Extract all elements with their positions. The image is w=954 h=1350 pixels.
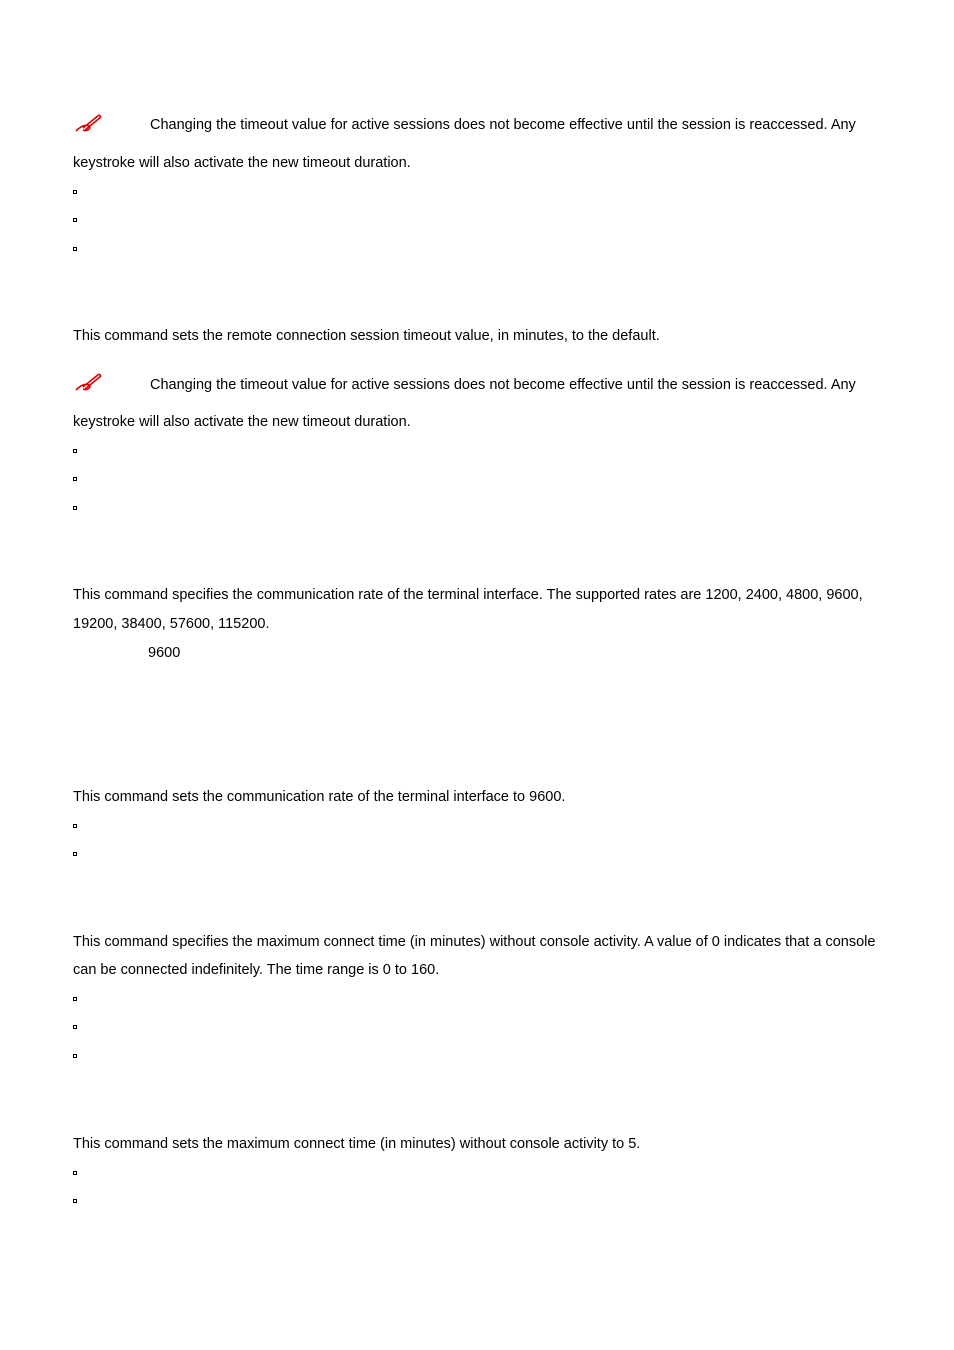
paragraph-baudrate-continued: 19200, 38400, 57600, 115200. bbox=[73, 616, 270, 632]
paragraph-remote-timeout-default: This command sets the remote connection session timeout value, in minutes, to the default. bbox=[73, 328, 660, 344]
paragraph-serial-timeout-continued: can be connected indefinitely. The time range is 0 to 160. bbox=[73, 962, 440, 978]
bullet-marker bbox=[73, 247, 77, 251]
bullet-marker bbox=[73, 506, 77, 510]
note-pencil-icon bbox=[73, 371, 103, 395]
bullet-marker bbox=[73, 1199, 77, 1203]
bullet-marker bbox=[73, 1171, 77, 1175]
paragraph-baudrate-reset: This command sets the communication rate of the terminal interface to 9600. bbox=[73, 789, 566, 805]
bullet-marker bbox=[73, 218, 77, 222]
note-pencil-icon bbox=[73, 112, 103, 136]
bullet-marker bbox=[73, 190, 77, 194]
note-text-continued: keystroke will also activate the new timeout duration. bbox=[73, 414, 411, 430]
bullet-marker bbox=[73, 852, 77, 856]
default-value: 9600 bbox=[148, 645, 181, 661]
paragraph-serial-timeout-reset: This command sets the maximum connect time (in minutes) without console activity to 5. bbox=[73, 1136, 641, 1152]
bullet-marker bbox=[73, 1054, 77, 1058]
note-text-continued: keystroke will also activate the new timeout duration. bbox=[73, 155, 411, 171]
bullet-marker bbox=[73, 824, 77, 828]
note-text: Changing the timeout value for active sessions does not become effective until the session is reaccessed. Any bbox=[150, 117, 856, 133]
bullet-marker bbox=[73, 477, 77, 481]
paragraph-serial-timeout: This command specifies the maximum connect time (in minutes) without console activity. A value of 0 indicates that a console bbox=[73, 934, 876, 950]
bullet-marker bbox=[73, 1025, 77, 1029]
bullet-marker bbox=[73, 449, 77, 453]
bullet-marker bbox=[73, 997, 77, 1001]
note-text: Changing the timeout value for active sessions does not become effective until the session is reaccessed. Any bbox=[150, 377, 856, 393]
paragraph-baudrate: This command specifies the communication rate of the terminal interface. The supported rates are 1200, 2400, 4800, 9600, bbox=[73, 587, 863, 603]
